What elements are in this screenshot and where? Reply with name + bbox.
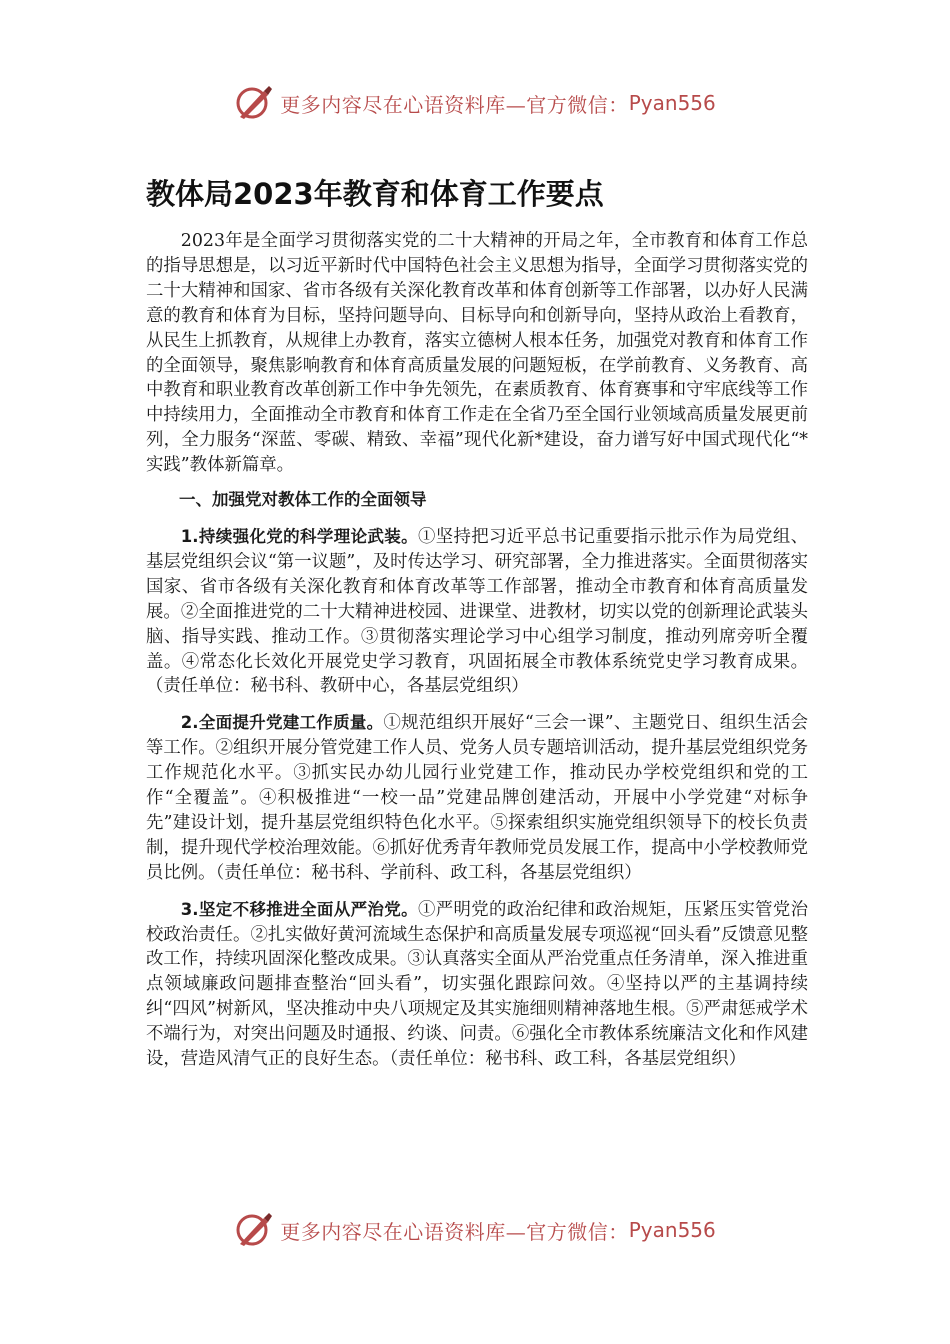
item-body: ①严明党的政治纪律和政治规矩，压紧压实管党治校政治责任。②扎实做好黄河流域生态保护和高质量发展专项巡视“回头看”反馈意见整改工作，持续巩固深化整改成果。③认真落实全面从严治党重点任务清单，深入推进重点领域廉政问题排查整治“回头看”，切实强化跟踪问效。④坚持以严的主基调持续纠“四风”树新风，坚决推动中央八项规定及其实施细则精神落地生根。⑤严肃惩戒学术不端行为，对突出问题及时通报、约谈、问责。⑥强化全市教体系统廉洁文化和作风建设，营造风清气正的良好生态。（责任单位：秘书科、政工科，各基层党组织）	[146, 899, 808, 1070]
pen-logo-icon	[234, 83, 274, 123]
item-lead: 3.坚定不移推进全面从严治党。	[180, 899, 418, 919]
list-item	[146, 525, 808, 699]
item-lead: 2.全面提升党建工作质量。	[180, 713, 384, 733]
wechat-id: Pyan556	[628, 1218, 716, 1242]
item-lead: 1.持续强化党的科学理论武装。	[180, 526, 418, 546]
pen-logo-icon	[234, 1210, 274, 1250]
section-heading: 一、加强党对教体工作的全面领导	[179, 490, 427, 510]
watermark-text: 更多内容尽在心语资料库—官方微信：	[280, 1219, 629, 1244]
footer-watermark	[0, 1208, 950, 1252]
header-watermark	[0, 81, 950, 125]
document-body	[146, 229, 808, 1084]
document-title: 教体局2023年教育和体育工作要点	[146, 177, 604, 211]
wechat-id: Pyan556	[628, 91, 716, 115]
list-item	[146, 898, 808, 1072]
list-item	[146, 711, 808, 885]
watermark-text: 更多内容尽在心语资料库—官方微信：	[280, 92, 629, 117]
intro-paragraph: 2023年是全面学习贯彻落实党的二十大精神的开局之年，全市教育和体育工作总的指导思想是，以习近平新时代中国特色社会主义思想为指导，全面学习贯彻落实党的二十大精神和国家、省市各级有关深化教育改革和体育创新等工作部署，以办好人民满意的教育和体育为目标，坚持问题导向、目标导向和创新导向，坚持从政治上看教育，从民生上抓教育，从规律上办教育，落实立德树人根本任务，加强党对教育和体育工作的全面领导，聚焦影响教育和体育高质量发展的问题短板，在学前教育、义务教育、高中教育和职业教育改革创新工作中争先领先，在素质教育、体育赛事和守牢底线等工作中持续用力，全面推动全市教育和体育工作走在全省乃至全国行业领域高质量发展更前列，全力服务“深蓝、零碳、精致、幸福”现代化新*建设，奋力谱写好中国式现代化“*实践”教体新篇章。	[146, 231, 808, 476]
item-body: ①规范组织开展好“三会一课”、主题党日、组织生活会等工作。②组织开展分管党建工作人员、党务人员专题培训活动，提升基层党组织党务工作规范化水平。③抓实民办幼儿园行业党建工作，推动民办学校党组织和党的工作“全覆盖”。④积极推进“一校一品”党建品牌创建活动，开展中小学党建“对标争先”建设计划，提升基层党组织特色化水平。⑤探索组织实施党组织领导下的校长负责制，提升现代学校治理效能。⑥抓好优秀青年教师党员发展工作，提高中小学校教师党员比例。（责任单位：秘书科、学前科、政工科，各基层党组织）	[146, 713, 808, 883]
item-body: ①坚持把习近平总书记重要指示批示作为局党组、基层党组织会议“第一议题”，及时传达学习、研究部署，全力推进落实。全面贯彻落实国家、省市各级有关深化教育和体育改革等工作部署，推动全市教育和体育高质量发展。②全面推进党的二十大精神进校园、进课堂、进教材，切实以党的创新理论武装头脑、指导实践、推动工作。③贯彻落实理论学习中心组学习制度，推动列席旁听全覆盖。④常态化长效化开展党史学习教育，巩固拓展全市教体系统党史学习教育成果。（责任单位：秘书科、教研中心，各基层党组织）	[146, 526, 808, 697]
